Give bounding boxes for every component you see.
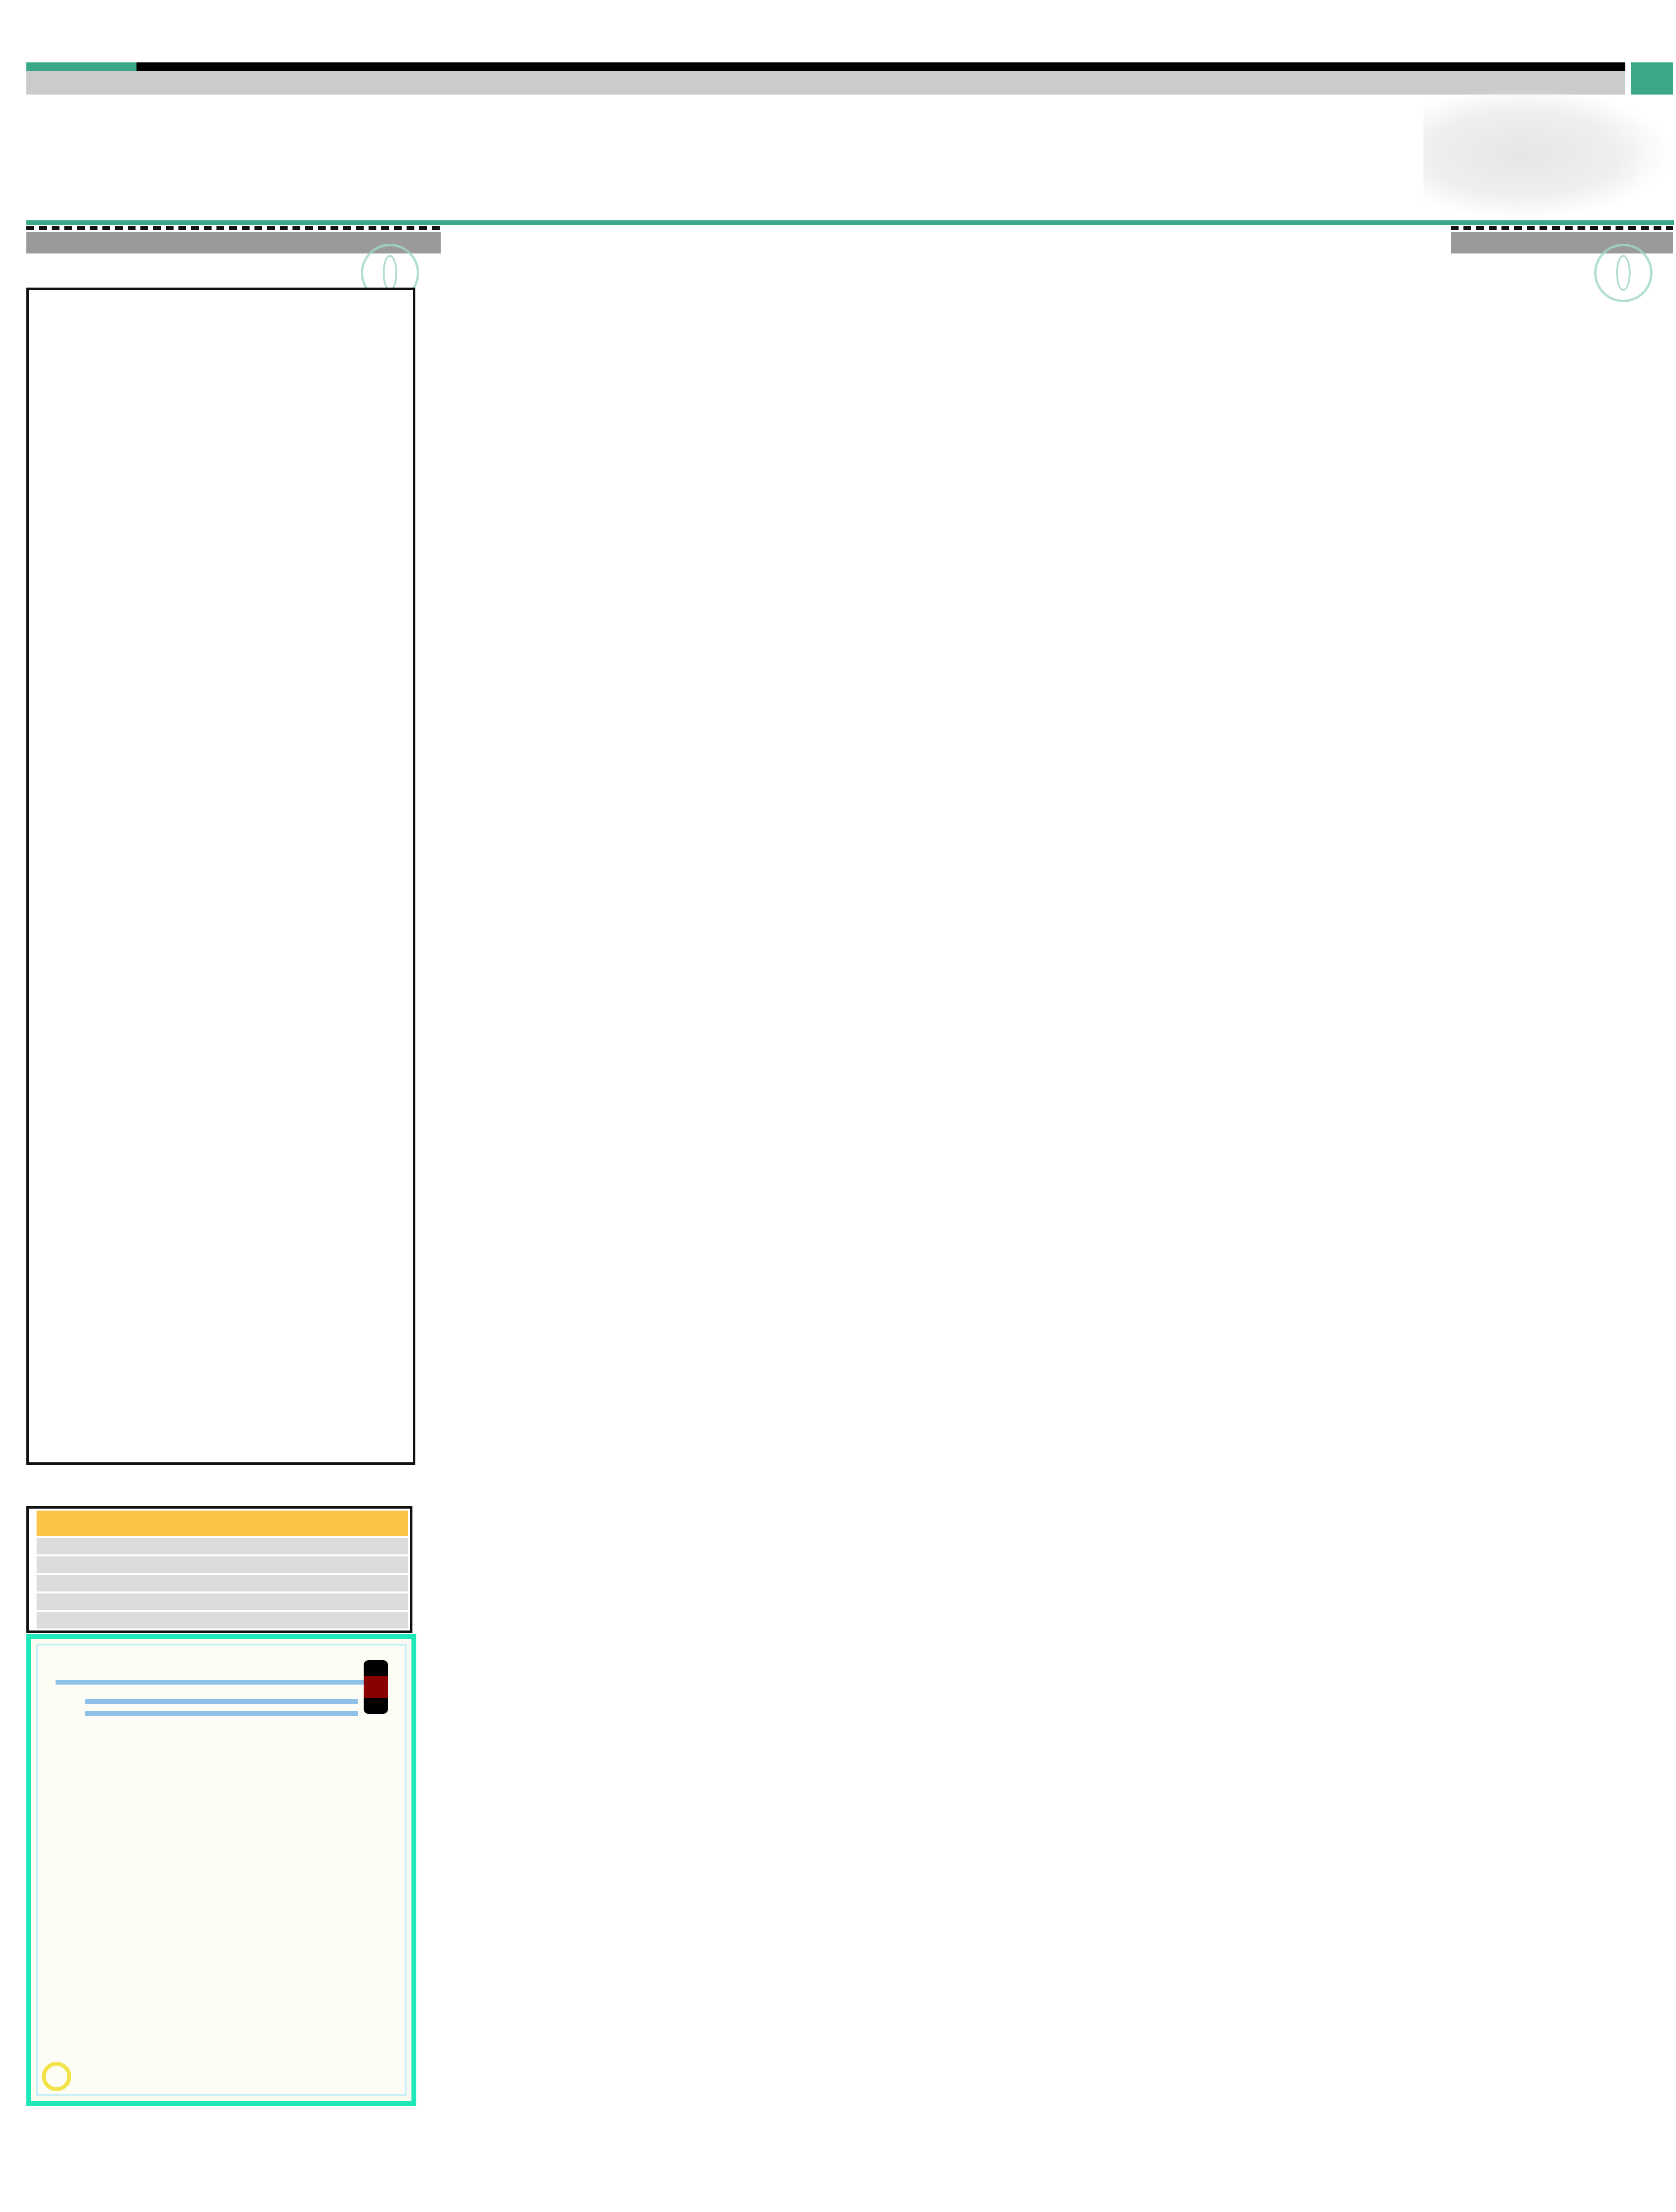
globe-icon [1594,244,1653,302]
energy-market-table [26,1506,412,1633]
tender-advertisement [26,1634,416,2106]
steel-company-logo-icon [364,1660,388,1714]
left-news-box [26,288,415,1465]
table-row [31,1612,408,1629]
table-row [31,1575,408,1591]
swirl-logo-icon [42,2062,71,2091]
ad-divider [56,1680,387,1685]
table-row [31,1556,408,1573]
table-row [31,1593,408,1610]
masthead-green-tab [26,62,136,71]
masthead-black-bar [30,62,1625,71]
masthead-gray-band [26,71,1625,95]
masthead-green-rule [26,220,1674,225]
col-commodity [37,1511,408,1536]
table-header-row [31,1511,408,1536]
world-map-icon [1423,88,1672,219]
table-row [31,1538,408,1554]
